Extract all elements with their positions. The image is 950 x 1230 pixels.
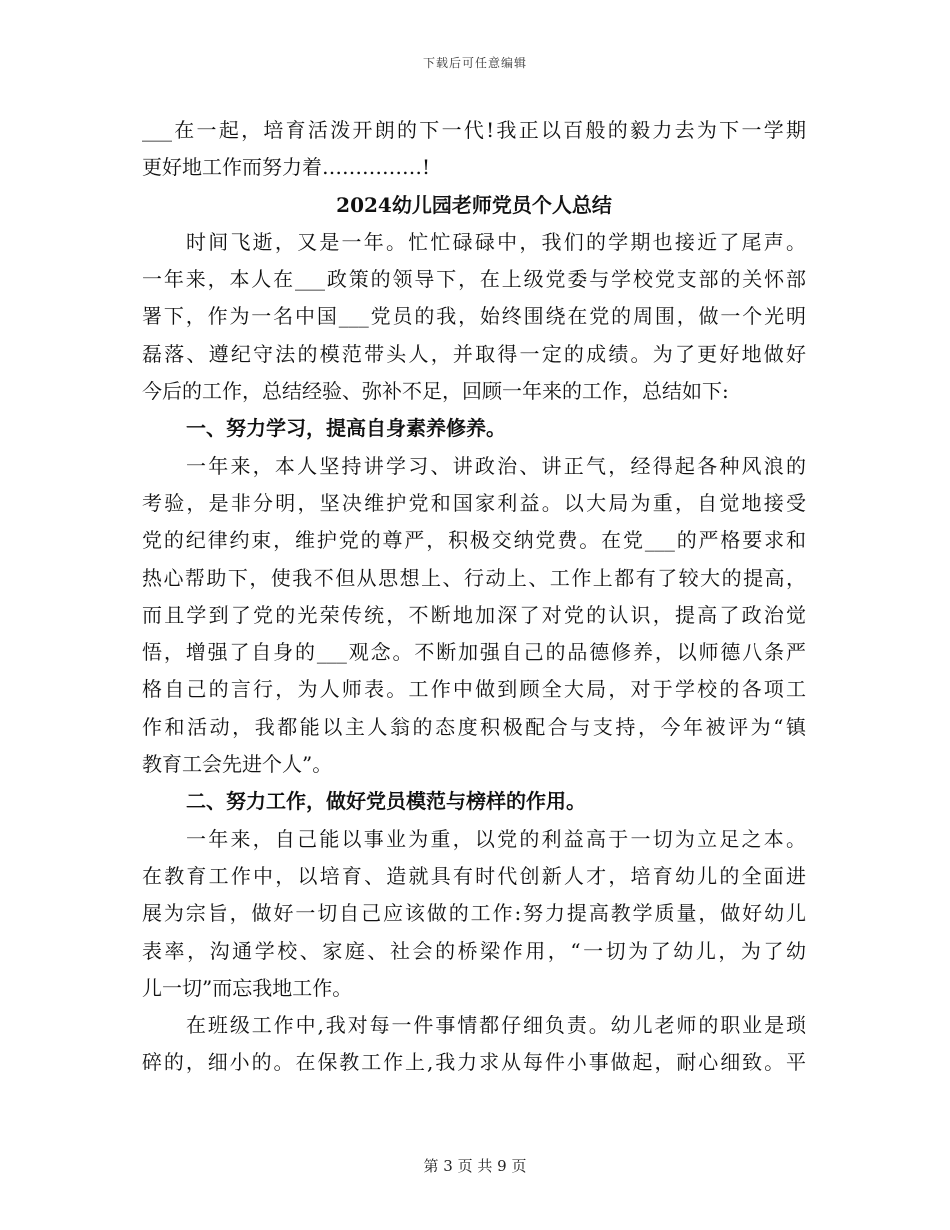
text-line: 党的纪律约束，维护党的尊严，积极交纳党费。在党___的严格要求和 <box>142 528 806 553</box>
header-note: 下载后可任意编辑 <box>422 56 527 70</box>
text-line: 展为宗旨，做好一切自己应该做的工作:努力提高教学质量，做好幼儿 <box>142 901 806 926</box>
text-line: 磊落、遵纪守法的模范带头人，并取得一定的成绩。为了更好地做好 <box>142 341 806 366</box>
text-line: 悟，增强了自身的___观念。不断加强自己的品德修养，以师德八条严 <box>142 640 806 665</box>
text-line: 在班级工作中,我对每一件事情都仔细负责。幼儿老师的职业是琐 <box>186 1013 806 1038</box>
text-line: 署下，作为一名中国___党员的我，始终围绕在党的周围，做一个光明 <box>142 304 806 329</box>
text-line: 今后的工作，总结经验、弥补不足，回顾一年来的工作，总结如下: <box>142 379 729 404</box>
section-heading: 一、努力学习，提高自身素养修养。 <box>186 416 506 441</box>
section-heading: 二、努力工作，做好党员模范与榜样的作用。 <box>186 789 586 814</box>
text-line: 而且学到了党的光荣传统，不断地加深了对党的认识，提高了政治觉 <box>142 602 806 627</box>
text-line: 碎的，细小的。在保教工作上,我力求从每件小事做起，耐心细致。平 <box>142 1050 806 1075</box>
document-title: 2024幼儿园老师党员个人总结 <box>336 192 612 217</box>
page-number: 第 3 页 共 9 页 <box>423 1157 527 1175</box>
document-body <box>142 112 806 1082</box>
text-line: 作和活动，我都能以主人翁的态度积极配合与支持，今年被评为“镇 <box>142 714 806 739</box>
text-line: 更好地工作而努力着……………! <box>142 155 431 180</box>
text-line: 一年来，本人在___政策的领导下，在上级党委与学校党支部的关怀部 <box>142 267 806 292</box>
text-line: 一年来，自己能以事业为重，以党的利益高于一切为立足之本。 <box>186 826 806 851</box>
text-line: 一年来，本人坚持讲学习、讲政治、讲正气，经得起各种风浪的 <box>186 453 806 478</box>
text-line: 热心帮助下，使我不但从思想上、行动上、工作上都有了较大的提高， <box>142 565 806 590</box>
text-line: 在教育工作中，以培育、造就具有时代创新人才，培育幼儿的全面进 <box>142 863 806 888</box>
text-line: 表率，沟通学校、家庭、社会的桥梁作用，“一切为了幼儿，为了幼 <box>142 938 806 963</box>
text-line: 考验，是非分明，坚决维护党和国家利益。以大局为重，自觉地接受 <box>142 490 806 515</box>
text-line: 时间飞逝，又是一年。忙忙碌碌中，我们的学期也接近了尾声。 <box>186 229 806 254</box>
text-line: 儿一切”而忘我地工作。 <box>142 975 353 1000</box>
text-line: 格自己的言行，为人师表。工作中做到顾全大局，对于学校的各项工 <box>142 677 806 702</box>
text-line: ___在一起，培育活泼开朗的下一代!我正以百般的毅力去为下一学期 <box>142 118 806 142</box>
text-line: 教育工会先进个人”。 <box>142 752 333 777</box>
